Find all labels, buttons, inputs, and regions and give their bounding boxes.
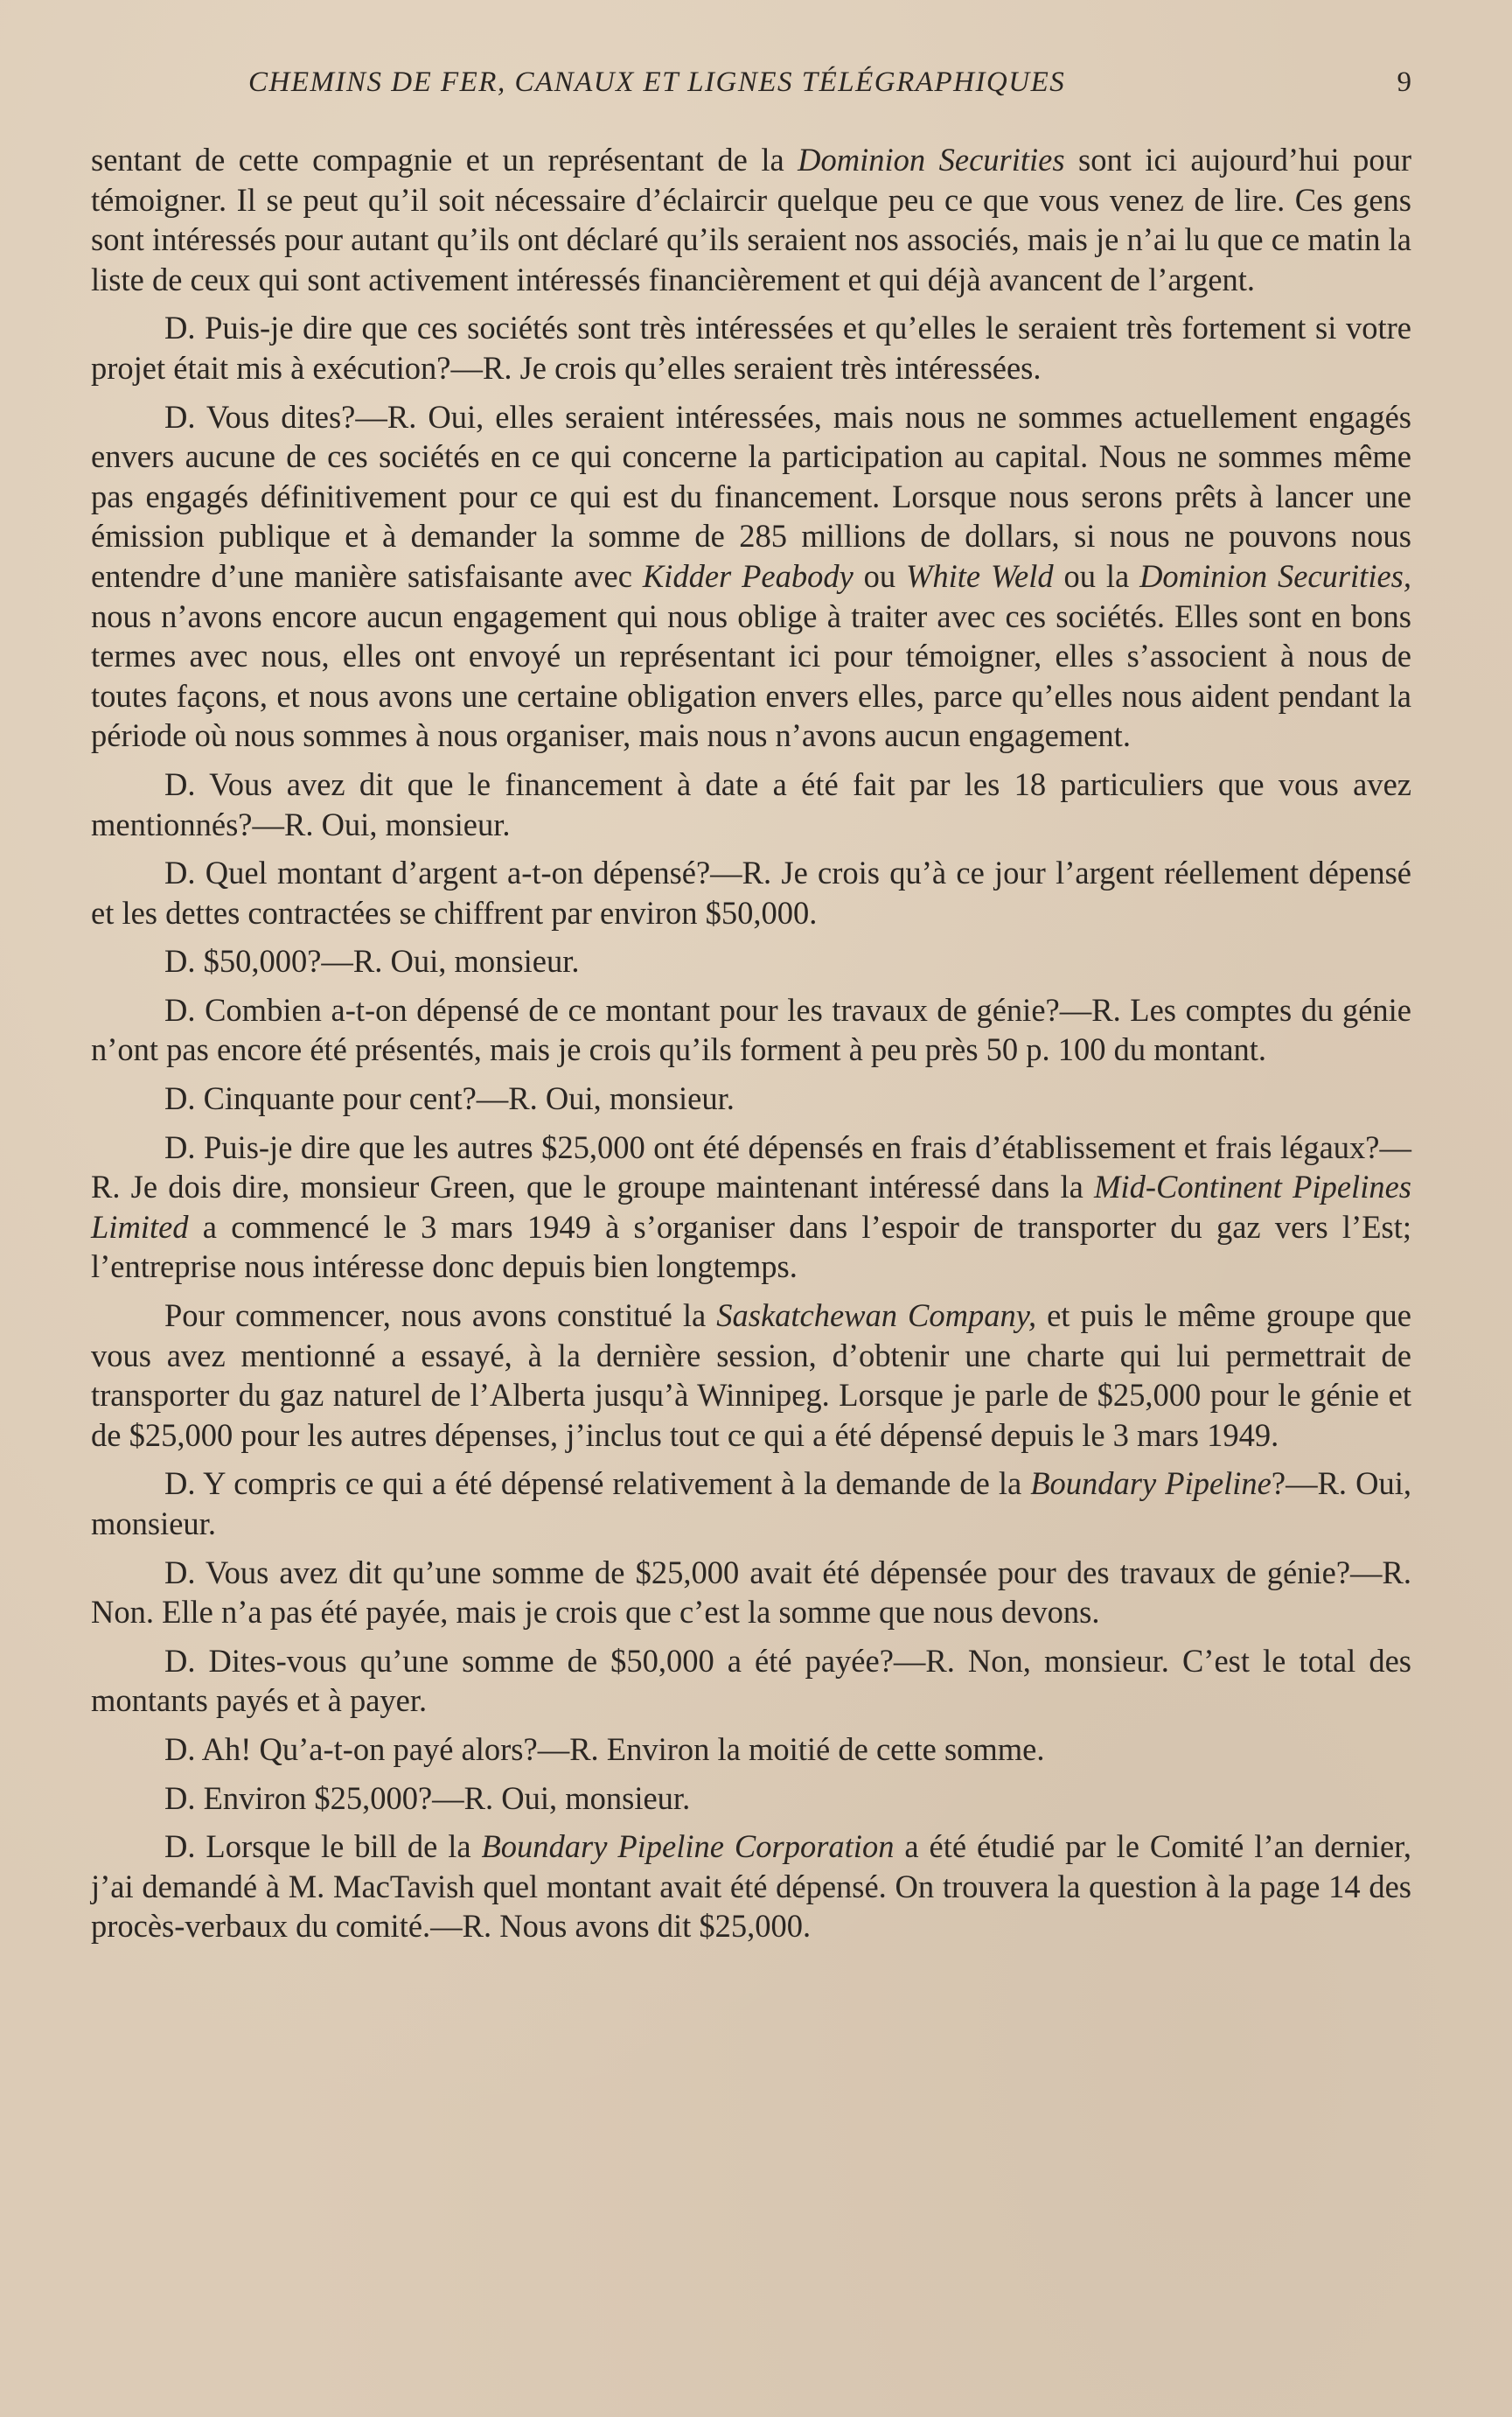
paragraph: D. $50,000?—R. Oui, monsieur.	[164, 943, 580, 980]
paragraph: D. Combien a-t-on dépensé de ce montant pour les travaux de génie?—R. Les comptes du génie n’ont pas encore été présentés, mais je crois qu’ils forment à peu près 50 p. 100 du montant.	[91, 991, 1411, 1068]
running-title: CHEMINS DE FER, CANAUX ET LIGNES TÉLÉGRAPHIQUES	[248, 66, 1066, 98]
paragraph: D. Dites-vous qu’une somme de $50,000 a été payée?—R. Non, monsieur. C’est le total des montants payés et à payer.	[91, 1642, 1411, 1719]
paragraph: D. Lorsque le bill de la Boundary Pipeline Corporation a été étudié par le Comité l’an dernier, j’ai demandé à M. MacTavish quel montant avait été dépensé. On trouvera la question à la page 14 des procès-verbaux du comité.—R. Nous avons dit $25,000.	[91, 1828, 1411, 1945]
paragraph: sentant de cette compagnie et un représentant de la Dominion Securities sont ici aujourd’hui pour témoigner. Il se peut qu’il soit nécessaire d’éclaircir quelque peu ce que vous venez de lire. Ces gens sont intéressés pour autant qu’ils ont déclaré qu’ils seraient nos associés, mais je n’ai lu que ce matin la liste de ceux qui sont activement intéressés financièrement et qui déjà avancent de l’argent.	[91, 142, 1411, 297]
paragraph: D. Ah! Qu’a-t-on payé alors?—R. Environ la moitié de cette somme.	[164, 1730, 1045, 1767]
page-header	[91, 66, 1411, 119]
paragraph: D. Environ $25,000?—R. Oui, monsieur.	[164, 1779, 691, 1816]
paragraph: Pour commencer, nous avons constitué la Saskatchewan Company, et puis le même groupe que vous avez mentionné a essayé, à la dernière session, d’obtenir une charte qui lui permettrait de transporter du gaz naturel de l’Alberta jusqu’à Winnipeg. Lorsque je parle de $25,000 pour le génie et de $25,000 pour les autres dépenses, j’inclus tout ce qui a été dépensé depuis le 3 mars 1949.	[91, 1297, 1411, 1453]
page-number: 9	[1397, 66, 1411, 98]
paragraph: D. Puis-je dire que les autres $25,000 ont été dépensés en frais d’établissement et frais légaux?—R. Je dois dire, monsieur Green, que le groupe maintenant intéressé dans la Mid-Continent Pipelines Limited a commencé le 3 mars 1949 à s’organiser dans l’espoir de transporter du gaz vers l’Est; l’entreprise nous intéresse donc depuis bien longtemps.	[91, 1128, 1411, 1285]
paragraph: D. Vous dites?—R. Oui, elles seraient intéressées, mais nous ne sommes actuellement engagés envers aucune de ces sociétés en ce qui concerne la participation au capital. Nous ne sommes même pas engagés définitivement pour ce qui est du financement. Lorsque nous serons prêts à lancer une émission publique et à demander la somme de 285 millions de dollars, si nous ne pouvons nous entendre d’une manière satisfaisante avec Kidder Peabody ou White Weld ou la Dominion Securities, nous n’avons encore aucun engagement qui nous oblige à traiter avec ces sociétés. Elles sont en bons termes avec nous, elles ont envoyé un représentant ici pour témoigner, elles s’associent à nous de toutes façons, et nous avons une certaine obligation envers elles, parce qu’elles nous aident pendant la période où nous sommes à nous organiser, mais nous n’avons aucun engagement.	[91, 398, 1411, 754]
paragraph: D. Cinquante pour cent?—R. Oui, monsieur.	[164, 1080, 735, 1117]
paragraph: D. Puis-je dire que ces sociétés sont très intéressées et qu’elles le seraient très fortement si votre projet était mis à exécution?—R. Je crois qu’elles seraient très intéressées.	[91, 310, 1411, 386]
paragraph: D. Quel montant d’argent a-t-on dépensé?—R. Je crois qu’à ce jour l’argent réellement dépensé et les dettes contractées se chiffrent par environ $50,000.	[91, 855, 1411, 931]
paragraph: D. Vous avez dit que le financement à date a été fait par les 18 particuliers que vous avez mentionnés?—R. Oui, monsieur.	[91, 765, 1411, 842]
paragraph: D. Y compris ce qui a été dépensé relativement à la demande de la Boundary Pipeline?—R. Oui, monsieur.	[91, 1465, 1411, 1541]
body-text	[91, 140, 1411, 1955]
paragraph: D. Vous avez dit qu’une somme de $25,000 avait été dépensée pour des travaux de génie?—R. Non. Elle n’a pas été payée, mais je crois que c’est la somme que nous devons.	[91, 1554, 1411, 1631]
